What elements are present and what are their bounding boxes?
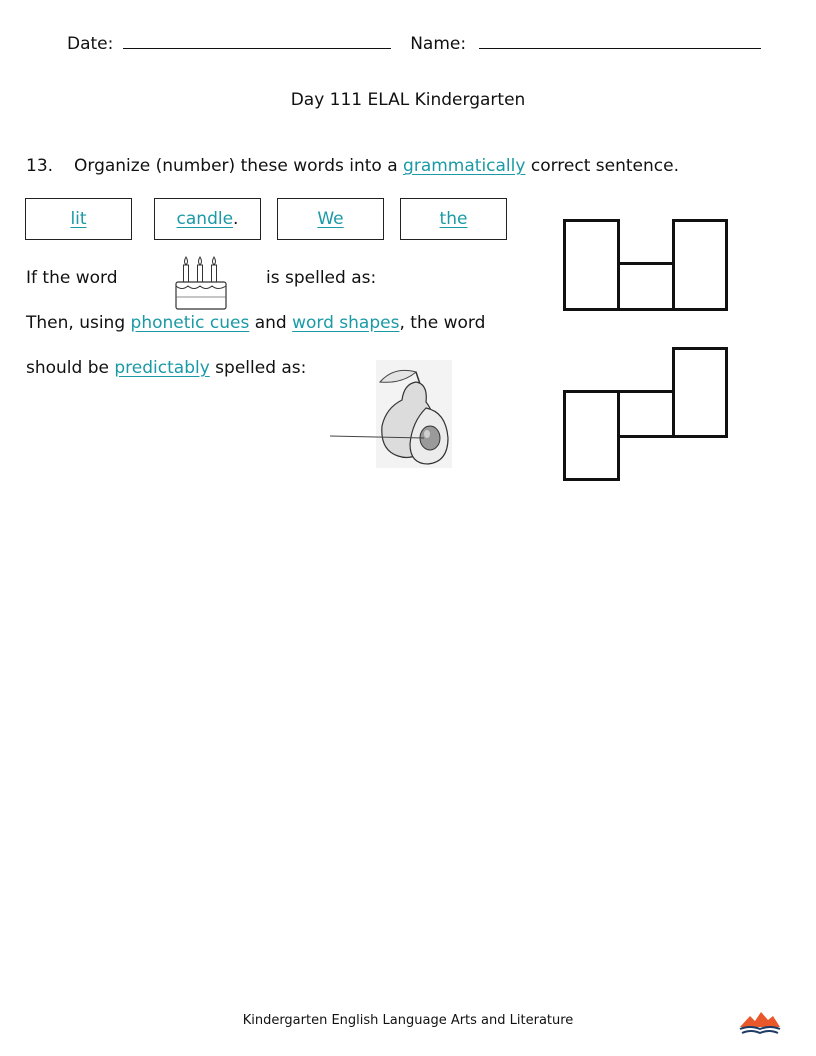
header-row xyxy=(67,34,761,54)
birthday-cake-icon xyxy=(172,253,230,311)
instruction-line2 xyxy=(26,313,485,333)
page-title: Day 111 ELAL Kindergarten xyxy=(290,90,526,110)
pear-icon xyxy=(328,360,454,470)
letter-box-tall xyxy=(672,347,728,438)
word-card-link[interactable]: candle xyxy=(176,209,234,229)
instruction-line1-before: If the word xyxy=(26,268,118,288)
instruction-line2-mid: and xyxy=(249,313,293,333)
letter-box-tall xyxy=(672,219,728,311)
date-label: Date: xyxy=(67,34,114,54)
word-card xyxy=(277,198,384,240)
letter-box-short xyxy=(617,262,675,311)
word-card-suffix: . xyxy=(233,209,239,229)
name-field[interactable] xyxy=(479,34,761,49)
word-card xyxy=(400,198,507,240)
date-field[interactable] xyxy=(123,34,391,49)
word-card xyxy=(25,198,132,240)
word-card-link[interactable]: lit xyxy=(70,209,87,229)
instruction-line3 xyxy=(26,358,306,378)
word-card-link[interactable]: We xyxy=(317,209,344,229)
question-text-after: correct sentence. xyxy=(525,156,679,176)
question-number: 13. xyxy=(26,156,54,176)
predictably-link[interactable]: predictably xyxy=(114,358,210,378)
grammatically-link[interactable]: grammatically xyxy=(403,156,526,176)
mountain-book-logo xyxy=(738,1010,782,1036)
letter-box-short xyxy=(617,390,675,438)
letter-box-tall xyxy=(563,219,620,311)
word-card-link[interactable]: the xyxy=(439,209,468,229)
instruction-line2-after: , the word xyxy=(399,313,486,333)
instruction-line1-after: is spelled as: xyxy=(266,268,377,288)
footer-text: Kindergarten English Language Arts and Literature xyxy=(242,1013,574,1028)
letter-box-descender xyxy=(563,390,620,481)
instruction-line3-after: spelled as: xyxy=(209,358,307,378)
question-text-before: Organize (number) these words into a xyxy=(74,156,404,176)
instruction-line3-before: should be xyxy=(26,358,115,378)
instruction-line2-before: Then, using xyxy=(26,313,131,333)
word-shapes-link[interactable]: word shapes xyxy=(292,313,400,333)
name-label: Name: xyxy=(410,34,467,54)
word-card xyxy=(154,198,261,240)
question-text xyxy=(74,156,679,176)
phonetic-cues-link[interactable]: phonetic cues xyxy=(130,313,250,333)
